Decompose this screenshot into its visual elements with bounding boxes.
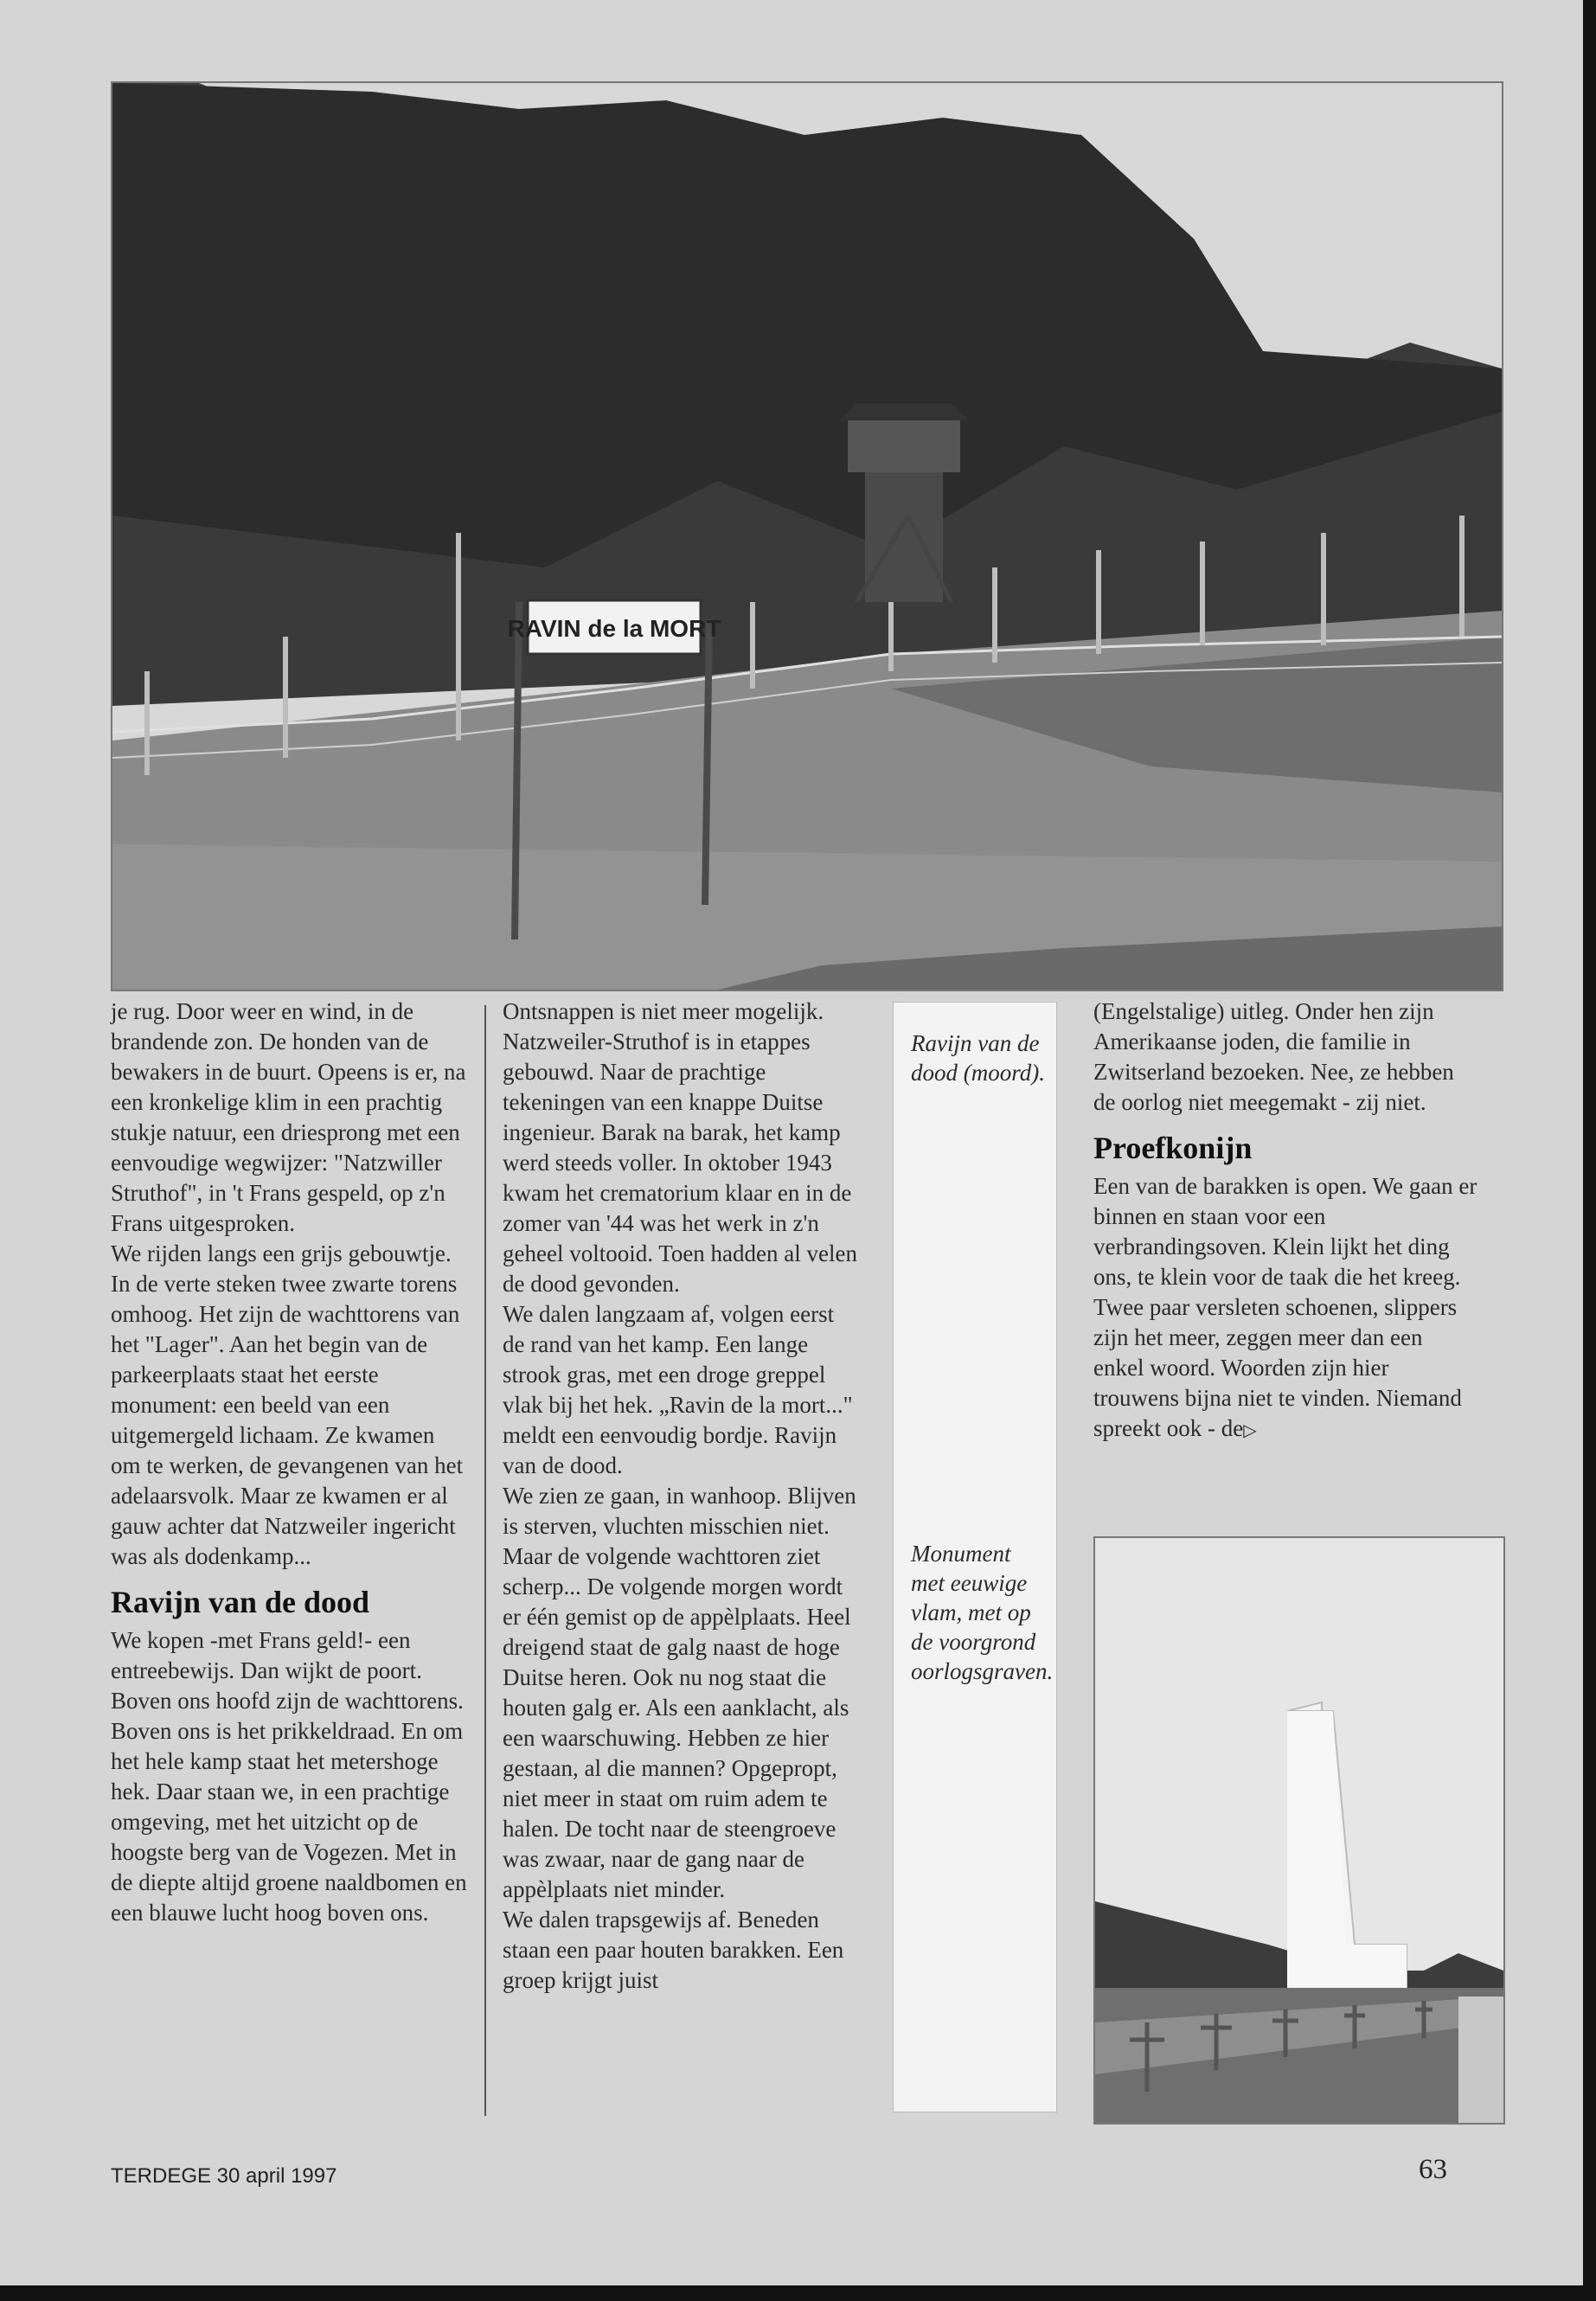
ravine-photo — [111, 81, 1503, 991]
caption-column — [893, 1002, 1057, 2112]
section-heading-ravijn: Ravijn van de dood — [111, 1585, 370, 1619]
col2-paragraph-3: We dalen langzaam af, volgen eerst de rand van het kamp. Een lange strook gras, met een droge greppel vlak bij het hek. „Ravin de la mort..." meldt een eenvoudig bordje. Ravijn van de dood. — [503, 1301, 853, 1478]
page-number: 63 — [1419, 2154, 1447, 2185]
column-divider — [484, 1005, 486, 2116]
column-1 — [111, 997, 467, 1928]
monument-photo — [1093, 1536, 1505, 2125]
col4-paragraph-2-text: Een van de barakken is open. We gaan er binnen en staan voor een verbrandingsoven. Klein lijkt het ding ons, te klein voor de taak die het kreeg. Twee paar versleten schoenen, slippers zijn het meer, zeggen meer dan een enkel woord. Woorden zijn hier trouwens bijna niet te vinden. Niemand spreekt ook - de — [1093, 1173, 1477, 1441]
section-heading-proefkonijn: Proefkonijn — [1093, 1131, 1253, 1165]
column-4 — [1093, 997, 1477, 1446]
col1-paragraph-2: We rijden langs een grijs gebouwtje. In de verte steken twee zwarte torens omhoog. Het zijn de wachttorens van het "Lager". Aan het begin van de parkeerplaats staat het eerste monument: een beeld van een uitgemergeld lichaam. Ze kwamen om te werken, de gevangenen van het adelaarsvolk. Maar ze kwamen er al gauw achter dat Natzweiler ingericht was als dodenkamp... — [111, 1240, 464, 1569]
col1-paragraph-1: je rug. Door weer en wind, in de brandende zon. De honden van de bewakers in de buurt. Opeens is er, na een kronkelige klim in een prachtig stukje natuur, een driesprong met een eenvoudige wegwijzer: "Natzwiller Struthof", in 't Frans gespeld, op z'n Frans uitgesproken. — [111, 998, 466, 1236]
continue-arrow-icon: ▷ — [1243, 1421, 1257, 1440]
col1-paragraph-3: We kopen -met Frans geld!- een entreebewijs. Dan wijkt de poort. Boven ons hoofd zijn de wachttorens. Boven ons is het prikkeldraad. En om het hele kamp staat het metershoge hek. Daar staan we, in een prachtige omgeving, met het uitzicht op de hoogste berg van de Vogezen. Met in de diepte altijd groene naaldbomen en een blauwe lucht hoog boven ons. — [111, 1627, 467, 1926]
col4-paragraph-2 — [1093, 1171, 1477, 1446]
col2-paragraph-5: We dalen trapsgewijs af. Beneden staan een paar houten barakken. Een groep krijgt juist — [503, 1907, 844, 1993]
caption-ravine: Ravijn van de dood (moord). — [911, 1030, 1045, 1086]
scan-edge-bottom — [0, 2285, 1596, 2301]
col2-paragraph-1: Ontsnappen is niet meer mogelijk. — [503, 998, 824, 1024]
col2-paragraph-2: Natzweiler-Struthof is in etappes gebouwd. Naar de prachtige tekeningen van een knappe Duitse ingenieur. Barak na barak, het kamp werd steeds voller. In oktober 1943 kwam het crematorium klaar en in de zomer van '44 was het werk in z'n geheel voltooid. Toen hadden al velen de dood gevonden. — [503, 1029, 857, 1297]
col2-paragraph-4: We zien ze gaan, in wanhoop. Blijven is sterven, vluchten misschien niet. Maar de volgende wachttoren ziet scherp... De volgende morgen wordt er één gemist op de appèlplaats. Heel dreigend staat de galg naast de hoge Duitse heren. Ook nu nog staat die houten galg er. Als een aanklacht, als een waarschuwing. Hebben ze hier gestaan, al die mannen? Opgepropt, niet meer in staat om ruim adem te halen. De tocht naar de steengroeve was zwaar, naar de gang naar de appèlplaats niet minder. — [503, 1483, 856, 1902]
ravine-sign-text: RAVIN de la MORT — [507, 615, 721, 642]
monument-photo-image — [1095, 1538, 1503, 2123]
col4-paragraph-1: (Engelstalige) uitleg. Onder hen zijn Amerikaanse joden, die familie in Zwitserland bezoeken. Nee, ze hebben de oorlog niet meegemakt - zij niet. — [1093, 998, 1454, 1115]
column-2 — [503, 997, 857, 1996]
caption-monument: Monument met eeuwige vlam, met op de voorgrond oorlogsgraven. — [911, 1541, 1054, 1684]
scan-edge-right — [1583, 0, 1596, 2301]
footer-publication: TERDEGE 30 april 1997 — [111, 2164, 337, 2188]
ravine-photo-image — [112, 83, 1502, 990]
